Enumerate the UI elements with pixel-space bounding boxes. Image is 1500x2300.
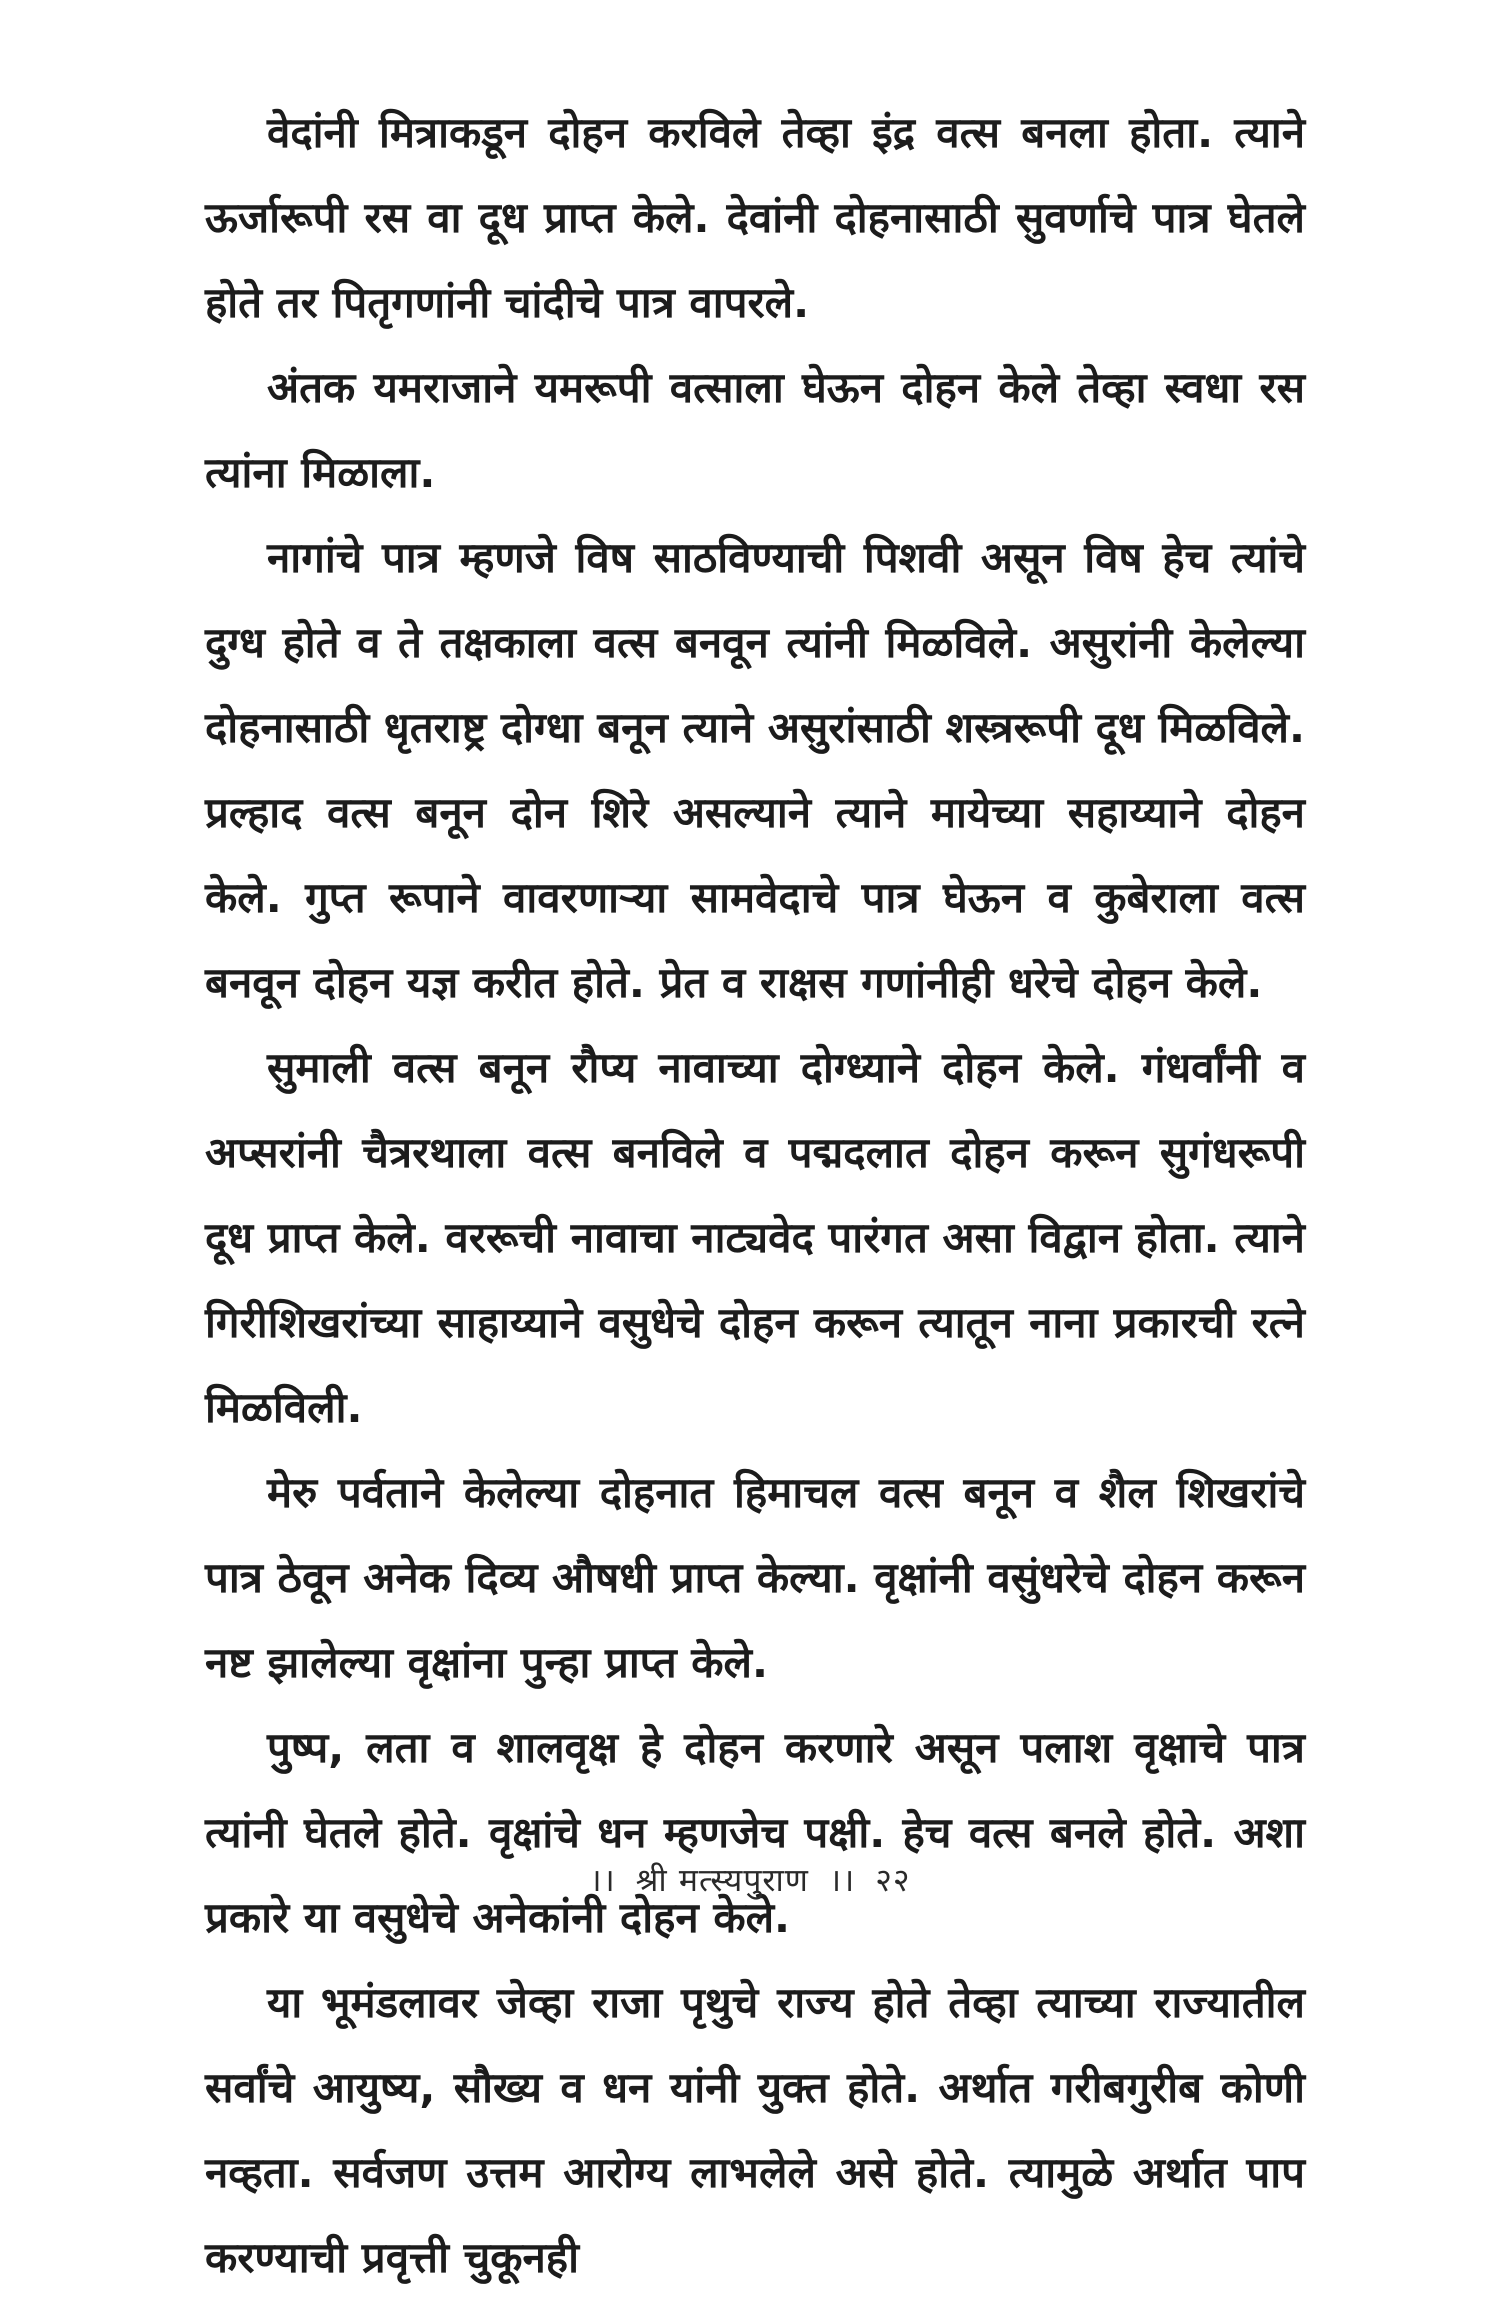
- paragraph: सुमाली वत्स बनून रौप्य नावाच्या दोग्ध्याने दोहन केले. गंधर्वांनी व अप्सरांनी चैत्ररथाला वत्स बनविले व पद्मदलात दोहन करून सुगंधरूपी दूध प्राप्त केले. वररूची नावाचा नाट्यवेद पारंगत असा विद्वान होता. त्याने गिरीशिखरांच्या साहाय्याने वसुधेचे दोहन करून त्यातून नाना प्रकारची रत्ने मिळविली.: [205, 1043, 1305, 1432]
- footer-marker-right: ।।: [828, 1861, 856, 1899]
- page-number: २२: [875, 1861, 911, 1899]
- paragraph: पुष्प, लता व शालवृक्ष हे दोहन करणारे असून पलाश वृक्षाचे पात्र त्यांनी घेतले होते. वृक्षांचे धन म्हणजेच पक्षी. हेच वत्स बनले होते. अशा प्रकारे या वसुधेचे अनेकांनी दोहन केले.: [205, 1723, 1305, 1942]
- paragraph: मेरु पर्वताने केलेल्या दोहनात हिमाचल वत्स बनून व शैल शिखरांचे पात्र ठेवून अनेक दिव्य औषधी प्राप्त केल्या. वृक्षांनी वसुंधरेचे दोहन करून नष्ट झालेल्या वृक्षांना पुन्हा प्राप्त केले.: [205, 1468, 1305, 1687]
- book-title: श्री मत्स्यपुराण: [635, 1861, 809, 1899]
- paragraph: नागांचे पात्र म्हणजे विष साठविण्याची पिशवी असून विष हेच त्यांचे दुग्ध होते व ते तक्षकाला वत्स बनवून त्यांनी मिळविले. असुरांनी केलेल्या दोहनासाठी धृतराष्ट्र दोग्धा बनून त्याने असुरांसाठी शस्त्ररूपी दूध मिळविले. प्रल्हाद वत्स बनून दोन शिरे असल्याने त्याने मायेच्या सहाय्याने दोहन केले. गुप्त रूपाने वावरणाऱ्या सामवेदाचे पात्र घेऊन व कुबेराला वत्स बनवून दोहन यज्ञ करीत होते. प्रेत व राक्षस गणांनीही धरेचे दोहन केले.: [205, 533, 1305, 1007]
- paragraph: अंतक यमराजाने यमरूपी वत्साला घेऊन दोहन केले तेव्हा स्वधा रस त्यांना मिळाला.: [205, 363, 1305, 497]
- footer-marker-left: ।।: [589, 1861, 616, 1899]
- page-footer: [0, 1858, 1500, 1901]
- paragraph: या भूमंडलावर जेव्हा राजा पृथुचे राज्य होते तेव्हा त्याच्या राज्यातील सर्वांचे आयुष्य, सौख्य व धन यांनी युक्त होते. अर्थात गरीबगुरीब कोणी नव्हता. सर्वजण उत्तम आरोग्य लाभलेले असे होते. त्यामुळे अर्थात पाप करण्याची प्रवृत्ती चुकूनही: [205, 1978, 1305, 2282]
- paragraph: वेदांनी मित्राकडून दोहन करविले तेव्हा इंद्र वत्स बनला होता. त्याने ऊर्जारूपी रस वा दूध प्राप्त केले. देवांनी दोहनासाठी सुवर्णाचे पात्र घेतले होते तर पितृगणांनी चांदीचे पात्र वापरले.: [205, 108, 1305, 327]
- body-text: [205, 90, 1305, 2300]
